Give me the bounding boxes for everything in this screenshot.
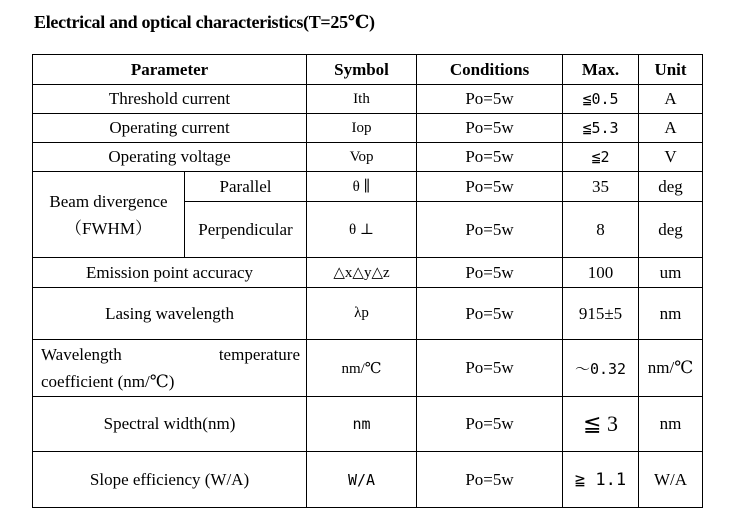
conditions-cell: Po=5w <box>417 340 563 397</box>
max-cell: ≧ 1.1 <box>563 452 639 508</box>
header-symbol: Symbol <box>307 55 417 85</box>
parameter-cell <box>33 340 307 397</box>
symbol-cell: nm/℃ <box>307 340 417 397</box>
unit-cell: W/A <box>639 452 703 508</box>
parameter-cell: Emission point accuracy <box>33 258 307 288</box>
header-row <box>33 55 703 85</box>
max-cell: ≦5.3 <box>563 114 639 143</box>
parameter-cell: Operating voltage <box>33 143 307 172</box>
conditions-cell: Po=5w <box>417 288 563 340</box>
table-row <box>33 172 703 202</box>
unit-cell: nm <box>639 397 703 452</box>
unit-cell: um <box>639 258 703 288</box>
table-row <box>33 452 703 508</box>
conditions-cell: Po=5w <box>417 172 563 202</box>
table-row <box>33 288 703 340</box>
table-row <box>33 143 703 172</box>
parameter-line-2: coefficient (nm/℃) <box>41 372 175 391</box>
table-row <box>33 397 703 452</box>
symbol-cell: nm <box>307 397 417 452</box>
max-cell: 8 <box>563 202 639 258</box>
sub-parameter-cell: Parallel <box>185 172 307 202</box>
beam-divergence-fwhm: （FWHM） <box>65 218 152 238</box>
conditions-cell: Po=5w <box>417 143 563 172</box>
conditions-cell: Po=5w <box>417 397 563 452</box>
max-cell: 915±5 <box>563 288 639 340</box>
conditions-cell: Po=5w <box>417 202 563 258</box>
beam-divergence-label: Beam divergence <box>49 191 168 211</box>
symbol-cell: Ith <box>307 85 417 114</box>
symbol-cell: θ ⊥ <box>307 202 417 258</box>
beam-divergence-cell <box>33 172 185 258</box>
parameter-cell: Slope efficiency (W/A) <box>33 452 307 508</box>
header-parameter: Parameter <box>33 55 307 85</box>
symbol-cell: Vop <box>307 143 417 172</box>
symbol-cell: θ ∥ <box>307 172 417 202</box>
header-max: Max. <box>563 55 639 85</box>
table-row <box>33 340 703 397</box>
parameter-cell: Spectral width(nm) <box>33 397 307 452</box>
max-cell: ≦0.5 <box>563 85 639 114</box>
max-cell: ≦2 <box>563 143 639 172</box>
sub-parameter-cell: Perpendicular <box>185 202 307 258</box>
conditions-cell: Po=5w <box>417 452 563 508</box>
parameter-line-1 <box>41 341 300 368</box>
symbol-cell: W/A <box>307 452 417 508</box>
max-cell: 35 <box>563 172 639 202</box>
characteristics-table <box>32 54 703 508</box>
symbol-cell: λp <box>307 288 417 340</box>
unit-cell: nm <box>639 288 703 340</box>
parameter-word-2: temperature <box>218 345 301 364</box>
table-row <box>33 258 703 288</box>
table-row <box>33 85 703 114</box>
table-row <box>33 114 703 143</box>
unit-cell: A <box>639 114 703 143</box>
conditions-cell: Po=5w <box>417 258 563 288</box>
max-cell: ≦ 3 <box>563 397 639 452</box>
unit-cell: A <box>639 85 703 114</box>
unit-cell: deg <box>639 202 703 258</box>
page-title: Electrical and optical characteristics(T=25℃) <box>34 12 375 32</box>
symbol-cell: Iop <box>307 114 417 143</box>
parameter-cell: Lasing wavelength <box>33 288 307 340</box>
max-cell: 100 <box>563 258 639 288</box>
unit-cell: nm/℃ <box>639 340 703 397</box>
parameter-cell: Threshold current <box>33 85 307 114</box>
parameter-word-1: Wavelength <box>41 345 122 364</box>
symbol-cell: △x△y△z <box>307 258 417 288</box>
max-cell: ～0.32 <box>563 340 639 397</box>
unit-cell: deg <box>639 172 703 202</box>
parameter-cell: Operating current <box>33 114 307 143</box>
conditions-cell: Po=5w <box>417 85 563 114</box>
unit-cell: V <box>639 143 703 172</box>
conditions-cell: Po=5w <box>417 114 563 143</box>
header-unit: Unit <box>639 55 703 85</box>
header-conditions: Conditions <box>417 55 563 85</box>
